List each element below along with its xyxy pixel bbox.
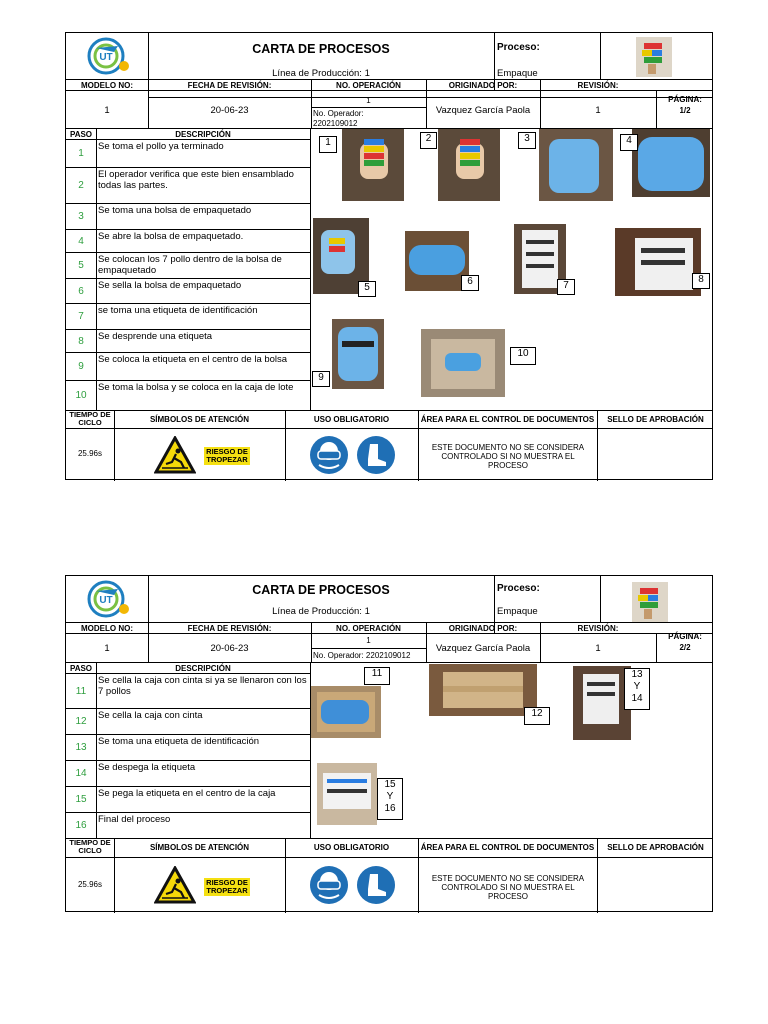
photo-label-4: 4: [620, 134, 638, 151]
company-logo: [78, 36, 134, 76]
step-photo-8: [615, 228, 701, 296]
riesgo-badge: RIESGO DE TROPEZAR: [204, 878, 250, 896]
sello-label: SELLO DE APROBACIÓN: [607, 415, 704, 424]
step-number: 3: [78, 211, 84, 222]
step-number: 13: [75, 742, 87, 753]
originado-value: Vazquez García Paola: [435, 643, 531, 654]
operador-num: 2202109012: [313, 119, 358, 128]
tiempo-value: 25.96s: [77, 880, 103, 889]
simbolos-label: SÍMBOLOS DE ATENCIÓN: [149, 843, 250, 852]
originado-value: Vazquez García Paola: [435, 105, 531, 116]
descripcion-label: DESCRIPCIÓN: [175, 664, 231, 673]
step-number: 4: [78, 235, 84, 247]
step-photo-2: [438, 129, 500, 201]
revision-value: 1: [595, 105, 601, 116]
step-number: 15: [75, 794, 87, 805]
step-number: 10: [75, 390, 87, 401]
originado-label: ORIGINADO POR:: [448, 81, 518, 90]
step-photo-13-14: [573, 666, 631, 740]
product-thumbnail: [636, 37, 672, 77]
step-number: 8: [78, 335, 84, 347]
simbolos-label: SÍMBOLOS DE ATENCIÓN: [149, 415, 250, 424]
pagina-value: 1/2: [679, 106, 691, 115]
control-aviso: ESTE DOCUMENTO NO SE CONSIDERA CONTROLADO SI NO MUESTRA EL PROCESO: [431, 443, 585, 470]
tiempo-value: 25.96s: [77, 449, 103, 458]
proceso-value: Empaque: [497, 606, 538, 617]
photo-label-3: 3: [518, 132, 536, 149]
step-photo-1: [342, 129, 404, 201]
proceso-value: Empaque: [497, 68, 538, 79]
step-description: Se sella la bolsa de empaquetado: [98, 280, 242, 291]
step-description: Final del proceso: [98, 814, 171, 825]
svg-text:UT: UT: [99, 595, 113, 606]
step-photo-12: [429, 664, 537, 716]
originado-label: ORIGINADO POR:: [448, 624, 518, 633]
step-photo-6: [405, 231, 469, 291]
modelo-label: MODELO NO:: [81, 81, 133, 90]
safety-goggles-icon: [309, 435, 349, 480]
modelo-label: MODELO NO:: [81, 624, 133, 633]
step-number: 2: [78, 180, 84, 191]
proceso-label: Proceso:: [497, 42, 540, 53]
operacion-label: NO. OPERACIÓN: [336, 81, 401, 90]
revision-value: 1: [595, 643, 601, 654]
photo-label-6: 6: [461, 275, 479, 291]
revision-label: REVISIÓN:: [577, 81, 619, 90]
process-sheet-2: [65, 575, 713, 912]
step-number: 7: [78, 311, 84, 322]
photo-label-1: 1: [319, 136, 337, 153]
descripcion-label: DESCRIPCIÓN: [175, 130, 231, 139]
paso-label: PASO: [69, 664, 93, 673]
step-description: Se colocan los 7 pollo dentro de la bolsa de empaquetado: [98, 254, 282, 276]
product-thumbnail: [632, 582, 668, 622]
tiempo-label: TIEMPO DE CICLO: [69, 838, 111, 855]
area-label: ÁREA PARA EL CONTROL DE DOCUMENTOS: [420, 415, 595, 424]
sheet-title: CARTA DE PROCESOS: [252, 583, 390, 597]
company-logo: [78, 579, 134, 619]
warning-trip-icon: [154, 436, 196, 479]
operacion-label: NO. OPERACIÓN: [336, 624, 401, 633]
photo-label-12: 12: [524, 707, 550, 725]
step-number: 12: [75, 716, 87, 727]
step-number: 14: [75, 768, 87, 779]
pagina-value: 2/2: [679, 643, 691, 652]
step-description: Se toma el pollo ya terminado: [98, 141, 224, 152]
step-description: se toma una etiqueta de identificación: [98, 305, 258, 316]
photo-label-13-14: 13 Y 14: [624, 668, 650, 710]
photo-label-7: 7: [557, 279, 575, 295]
operacion-value: 1: [366, 96, 371, 105]
photo-label-9: 9: [312, 371, 330, 387]
modelo-value: 1: [104, 105, 110, 116]
process-sheet-1: [65, 32, 713, 480]
step-description: Se abre la bolsa de empaquetado.: [98, 231, 244, 242]
step-photo-3: [539, 129, 613, 201]
svg-text:UT: UT: [99, 52, 113, 63]
fecha-label: FECHA DE REVISIÓN:: [187, 81, 272, 90]
modelo-value: 1: [104, 643, 110, 654]
warning-trip-icon: [154, 866, 196, 909]
control-aviso: ESTE DOCUMENTO NO SE CONSIDERA CONTROLADO SI NO MUESTRA EL PROCESO: [431, 874, 585, 901]
photo-label-10: 10: [510, 347, 536, 365]
step-photo-4: [632, 129, 710, 197]
paso-label: PASO: [69, 130, 93, 139]
step-number: 9: [78, 361, 84, 372]
step-description: Se cella la caja con cinta: [98, 710, 203, 721]
step-description: Se toma una etiqueta de identificación: [98, 736, 260, 747]
step-number: 16: [75, 820, 87, 831]
safety-boots-icon: [356, 865, 396, 910]
sello-label: SELLO DE APROBACIÓN: [607, 843, 704, 852]
photo-label-11: 11: [364, 667, 390, 685]
pagina-label: PÁGINA:: [668, 632, 702, 641]
step-description: Se cella la caja con cinta si ya se llenaron con los 7 pollos: [98, 675, 307, 697]
step-number: 11: [75, 685, 87, 697]
safety-boots-icon: [356, 435, 396, 480]
pagina-label: PÁGINA:: [668, 95, 702, 104]
step-description: Se toma la bolsa y se coloca en la caja de lote: [98, 382, 294, 393]
uso-label: USO OBLIGATORIO: [313, 843, 390, 852]
step-number: 6: [78, 285, 84, 297]
step-number: 1: [78, 148, 84, 159]
proceso-label: Proceso:: [497, 583, 540, 594]
step-description: Se toma una bolsa de empaquetado: [98, 205, 252, 216]
fecha-value: 20-06-23: [210, 643, 249, 654]
photo-label-8: 8: [692, 273, 710, 289]
riesgo-badge: RIESGO DE TROPEZAR: [204, 447, 250, 465]
step-description: Se despega la etiqueta: [98, 762, 196, 773]
revision-label: REVISIÓN:: [577, 624, 619, 633]
sheet-title: CARTA DE PROCESOS: [252, 42, 390, 56]
step-photo-9: [332, 319, 384, 389]
step-description: Se coloca la etiqueta en el centro de la bolsa: [98, 354, 288, 365]
step-description: El operador verifica que este bien ensamblado todas las partes.: [98, 169, 294, 191]
operador-full: No. Operador: 2202109012: [313, 651, 411, 660]
photo-label-5: 5: [358, 281, 376, 297]
tiempo-label: TIEMPO DE CICLO: [69, 410, 111, 427]
operador-label: No. Operador:: [313, 109, 364, 118]
linea-produccion: Línea de Producción: 1: [272, 606, 370, 617]
fecha-label: FECHA DE REVISIÓN:: [187, 624, 272, 633]
step-description: Se desprende una etiqueta: [98, 331, 213, 342]
step-description: Se pega la etiqueta en el centro de la caja: [98, 788, 276, 799]
operacion-value: 1: [366, 636, 371, 645]
area-label: ÁREA PARA EL CONTROL DE DOCUMENTOS: [420, 843, 595, 852]
safety-goggles-icon: [309, 865, 349, 910]
step-photo-10: [421, 329, 505, 397]
photo-label-2: 2: [420, 132, 437, 149]
photo-label-15-16: 15 Y 16: [377, 778, 403, 820]
uso-label: USO OBLIGATORIO: [313, 415, 390, 424]
fecha-value: 20-06-23: [210, 105, 249, 116]
step-number: 5: [78, 260, 84, 271]
step-photo-11: [311, 686, 381, 738]
linea-produccion: Línea de Producción: 1: [272, 68, 370, 79]
step-photo-15-16: [317, 763, 377, 825]
